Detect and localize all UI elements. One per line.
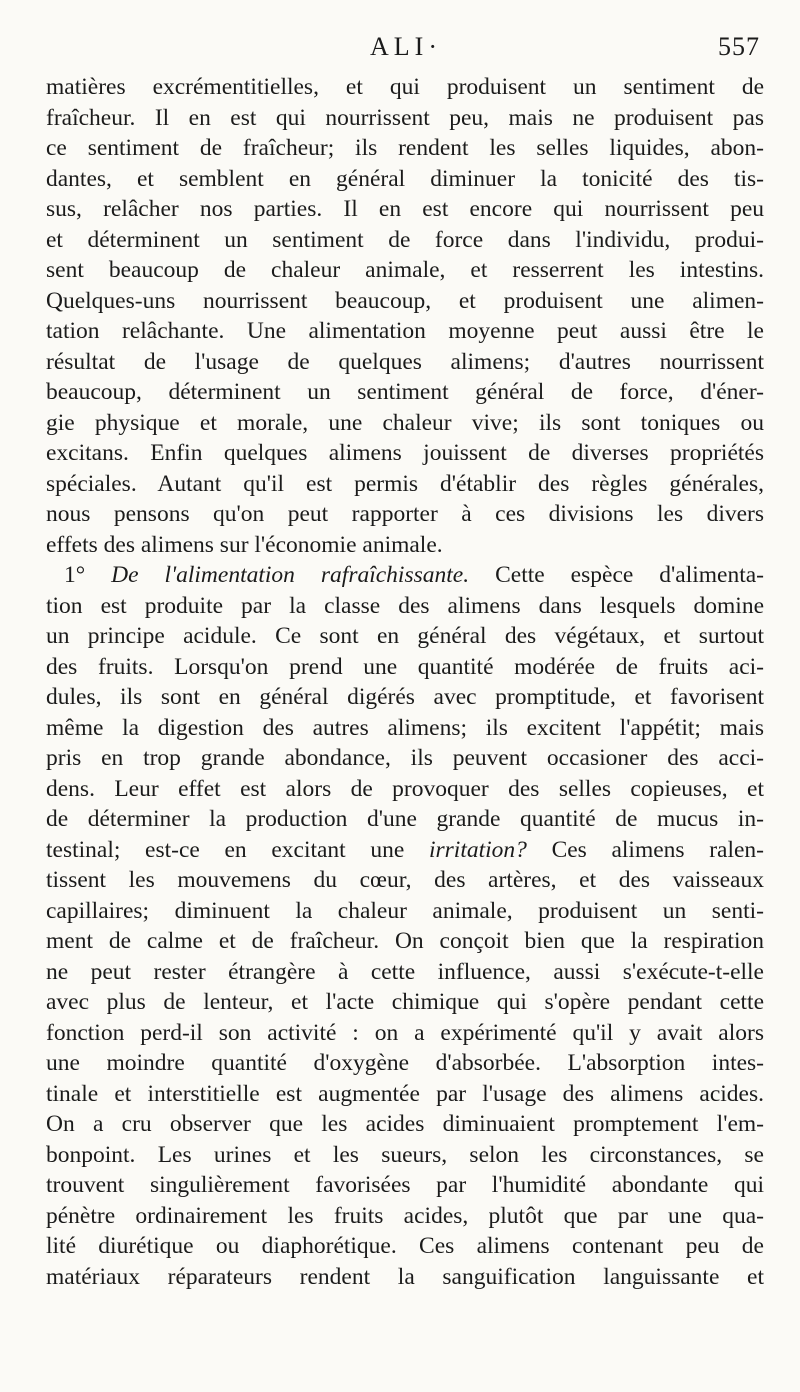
paragraph-1 <box>46 72 764 560</box>
text-line: matières excrémentitielles, et qui produisent un sentiment de <box>46 74 764 100</box>
text-line: tissent les mouvemens du cœur, des artères, et des vaisseaux <box>46 867 764 893</box>
text-line: de déterminer la production d'une grande quantité de mucus in- <box>46 806 764 832</box>
text-line: fonction perd-il son activité : on a expérimenté qu'il y avait alors <box>46 1019 764 1046</box>
text-line: dantes, et semblent en général diminuer la tonicité des tis- <box>46 165 764 192</box>
text-line: excitans. Enfin quelques alimens jouissent de diverses propriétés <box>46 440 764 466</box>
section-heading-line <box>46 560 764 591</box>
text-line: sus, relâcher nos parties. Il en est encore qui nourrissent peu <box>46 196 764 222</box>
section-heading: De l'alimentation rafraîchissante. <box>111 562 470 588</box>
text-line: dules, ils sont en général digérés avec promptitude, et favorisent <box>46 684 764 710</box>
text-line: lité diurétique ou diaphorétique. Ces alimens contenant peu de <box>46 1233 764 1259</box>
body-text <box>46 72 764 1292</box>
text-line: tinale et interstitielle est augmentée par l'usage des alimens acides. <box>46 1080 764 1107</box>
page-header <box>46 30 766 70</box>
text-line: bonpoint. Les urines et les sueurs, selon les circonstances, se <box>46 1141 764 1168</box>
text-line: capillaires; diminuent la chaleur animale, produisent un senti- <box>46 897 764 924</box>
text-line: avec plus de lenteur, et l'acte chimique qui s'opère pendant cette <box>46 989 764 1015</box>
running-head: ALI· <box>370 32 442 61</box>
text-line-with-emphasis <box>46 835 764 866</box>
text-line: fraîcheur. Il en est qui nourrissent peu, mais ne produisent pas <box>46 104 764 131</box>
text-line: et déterminent un sentiment de force dans l'individu, produi- <box>46 226 764 253</box>
text-line: gie physique et morale, une chaleur vive; ils sont toniques ou <box>46 409 764 436</box>
text-line: matériaux réparateurs rendent la sanguification languissante et <box>46 1263 764 1290</box>
section-number: 1° <box>64 562 86 588</box>
text-line: effets des alimens sur l'économie animale. <box>46 531 443 558</box>
text-line: pris en trop grande abondance, ils peuvent occasioner des acci- <box>46 745 764 771</box>
text-line: ne peut rester étrangère à cette influence, aussi s'exécute-t-elle <box>46 958 764 985</box>
text-line: ment de calme et de fraîcheur. On conçoit bien que la respiration <box>46 928 764 954</box>
text-line: des fruits. Lorsqu'on prend une quantité modérée de fruits aci- <box>46 653 764 680</box>
paragraph-2 <box>46 560 764 1292</box>
text-line: trouvent singulièrement favorisées par l'humidité abondante qui <box>46 1172 764 1198</box>
text-line: beaucoup, déterminent un sentiment général de force, d'éner- <box>46 379 764 405</box>
text-line: nous pensons qu'on peut rapporter à ces divisions les divers <box>46 501 764 527</box>
text-line: On a cru observer que les acides diminuaient promptement l'em- <box>46 1111 764 1137</box>
text-line: un principe acidule. Ce sont en général des végétaux, et surtout <box>46 623 764 649</box>
text-fragment: Ces alimens ralen- <box>551 836 765 863</box>
page-number: 557 <box>718 32 760 61</box>
text-fragment: testinal; est-ce en excitant une <box>46 836 405 863</box>
text-line: Quelques-uns nourrissent beaucoup, et produisent une alimen- <box>46 287 764 314</box>
text-line: sent beaucoup de chaleur animale, et resserrent les intestins. <box>46 257 764 283</box>
text-line: même la digestion des autres alimens; ils excitent l'appétit; mais <box>46 714 764 741</box>
emphasis: irritation? <box>428 836 527 863</box>
text-line: résultat de l'usage de quelques alimens; d'autres nourrissent <box>46 348 764 375</box>
text-line: tion est produite par la classe des alimens dans lesquels domine <box>46 592 764 619</box>
text-line: spéciales. Autant qu'il est permis d'établir des règles générales, <box>46 470 764 497</box>
text-line: pénètre ordinairement les fruits acides, plutôt que par une qua- <box>46 1202 764 1229</box>
text-line: une moindre quantité d'oxygène d'absorbée. L'absorption intes- <box>46 1050 764 1076</box>
text-fragment: Cette espèce d'alimenta- <box>495 562 765 588</box>
text-line: dens. Leur effet est alors de provoquer des selles copieuses, et <box>46 775 764 802</box>
text-line: tation relâchante. Une alimentation moyenne peut aussi être le <box>46 318 764 344</box>
text-line: ce sentiment de fraîcheur; ils rendent les selles liquides, abon- <box>46 135 764 161</box>
